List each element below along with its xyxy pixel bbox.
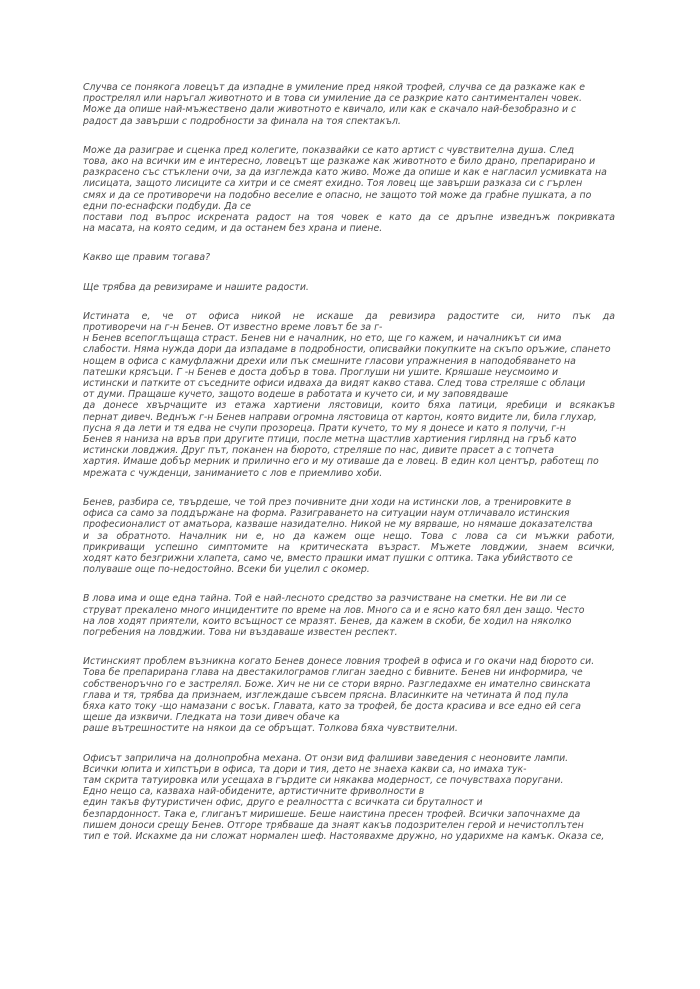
- text-line: Едно нещо са, казваха най-обидените, артистичните фриволности в: [83, 786, 425, 798]
- text-line: В лова има и още една тайна. Той е най-лесното средство за разчистване на сметки. Не ви ли се: [83, 593, 567, 605]
- text-line: да донесе хвърчащите из етажа хартиени лястовици, които бяха патици, яребици и всякакъв: [83, 400, 615, 412]
- text-line: глава и тя, трябва да признаем, изглеждаше съвсем прясна. Власинките на четината й под пула: [83, 689, 569, 701]
- text-line: прострелял или наръгал животното и в това си умиление да се разкрие като сантиментален човек.: [83, 93, 583, 105]
- text-line: Истината е, че от офиса никой не искаше да ревизира радостите си, нито пък да: [83, 310, 615, 322]
- text-line: истински ловджия. Друг път, поканен на бюрото, стреляше по нас, дивите прасет а с топчета: [83, 445, 555, 457]
- text-line: офиса са само за поддържане на форма. Разиграването на ситуации наум отличавало истинския: [83, 508, 570, 520]
- text-line: Всички юпита и хипстъри в офиса, та дори и тия, дето не знаеха какви са, но имаха тук-: [83, 763, 527, 775]
- text-line: пернат дивеч. Веднъж г-н Бенев направи огромна лястовица от картон, която видите ли, била глухар,: [83, 411, 597, 423]
- paragraph: [83, 753, 615, 843]
- text-line: погребения на ловджии. Това ни въздаваше известен респект.: [83, 626, 398, 638]
- text-line: и за обратното. Началник ни е, но да кажем още нещо. Това с лова са си мъжки работи,: [83, 530, 615, 542]
- text-line: Може да разиграе и сценка пред колегите, показвайки се като артист с чувствителна душа. След: [83, 144, 575, 156]
- text-line: на лов ходят приятели, които всъщност се мразят. Бенев, да кажем в скоби, бе ходил на няколко: [83, 615, 572, 627]
- text-line: тип е той. Искахме да ни сложат нормален шеф. Настоявахме дружно, но ударихме на камък. Оказа се,: [83, 830, 605, 842]
- text-line: професионалист от аматьора, казваше назидателно. Никой не му вярваше, но нямаше доказателства: [83, 519, 593, 531]
- text-line: пишем доноси срещу Бенев. Отгоре трябваше да знаят какъв подозрителен герой и нечистоплътен: [83, 819, 584, 831]
- text-line: мрежата с чужденци, заниманието с лов е приемливо хоби.: [83, 467, 383, 479]
- text-line: Какво ще правим тогава?: [83, 252, 211, 264]
- text-line: безпардонност. Така е, глиганът миришеше. Беше наистина пресен трофей. Всички започнахме да: [83, 808, 581, 820]
- text-line: Случва се понякога ловецът да изпадне в умиление пред някой трофей, случва се да разкаже как е: [83, 82, 585, 93]
- text-line: раше вътрешностите на някои да се обръщат. Толкова бяха чувствителни.: [83, 723, 458, 735]
- paragraph: [83, 311, 615, 479]
- text-line: Бенев я наниза на връв при другите птици, после метна щастлив хартиения гирлянд на гръб като: [83, 434, 577, 446]
- text-line: на масата, на която седим, и да останем без храна и пиене.: [83, 223, 383, 235]
- text-line: щеше да изквичи. Гледката на този дивеч обаче ка: [83, 712, 340, 724]
- text-line: това, ако на всички им е интересно, ловецът ще разкаже как животното е било драно, препарирано и: [83, 156, 596, 168]
- text-line: един такъв футуристичен офис, друго е реалността с всичката си бруталност и: [83, 797, 483, 809]
- text-line: там скрита татуировка или усещаха в гърдите си някаква модерност, се почувстваха поругани.: [83, 774, 564, 786]
- text-line: патешки крясъци. Г -н Бенев е доста добър в това. Проглуши ни ушите. Кряшаше неусмоимо и: [83, 366, 559, 378]
- text-line: Може да опише най-мъжествено дали животното е квичало, или как е скачало най-безобразно и с: [83, 104, 577, 116]
- text-line: Офисът заприлича на долнопробна механа. От онзи вид фалшиви заведения с неоновите лампи.: [83, 752, 569, 764]
- paragraph: [83, 252, 615, 263]
- text-line: прикриващи успешно симптомите на критическата възраст. Мъжете ловджии, знаем всички,: [83, 541, 615, 553]
- text-line: Бенев, разбира се, твърдеше, че той през почивните дни ходи на истински лов, а тренировките в: [83, 496, 572, 508]
- text-line: пусна я да лети и тя едва не счупи прозореца. Прати кучето, то му я донесе и като я получи, г-н: [83, 422, 566, 434]
- text-line: хартия. Имаше добър мерник и прилично его и му отиваше да е ловец. В един кол център, работещ по: [83, 456, 599, 468]
- text-line: радост да завърши с подробности за финала на тоя спектакъл.: [83, 115, 401, 127]
- text-line: струват прекалено много инцидентите по време на лов. Много са и е ясно като бял ден защо. Често: [83, 604, 585, 616]
- text-line: ходят като безгрижни хлапета, само че, вместо прашки имат пушки с оптика. Така убийството се: [83, 552, 573, 564]
- text-line: лисицата, защото лисиците са хитри и се смеят ехидно. Тоя ловец ще завърши разказа си с гърлен: [83, 178, 583, 190]
- text-line: бяха като току -що намазани с восък. Главата, като за трофей, бе доста красива и все едно ей сега: [83, 700, 581, 712]
- text-line: постави под въпрос искрената радост на тоя човек е като да се дръпне изведнъж покривката: [83, 212, 615, 224]
- paragraph: [83, 656, 615, 734]
- paragraph: [83, 593, 615, 638]
- text-line: нощем в офиса с камуфлажни дрехи или пък смешните гласови упражнения в наподобяването на: [83, 355, 576, 367]
- text-line: едни по-еснафски подбуди. Да се: [83, 200, 252, 212]
- text-line: противоречи на г-н Бенев. От известно време ловът бе за г-: [83, 322, 383, 334]
- paragraph: [83, 282, 615, 293]
- text-line: Истинският проблем възникна когато Бенев донесе ловния трофей в офиса и го окачи над бюрото си.: [83, 656, 595, 668]
- text-line: н Бенев всепоглъщаща страст. Бенев ни е началник, но ето, ще го кажем, и началникът си има: [83, 333, 562, 345]
- text-line: смях и да се противоречи на подобно веселие е опасно, не защото той може да грабне пушката, а по: [83, 189, 592, 201]
- text-line: разкрасено със стъклени очи, за да изглежда като живо. Може да опише и как е нагласил усмивката на: [83, 167, 607, 179]
- text-line: Ще трябва да ревизираме и нашите радости.: [83, 281, 309, 293]
- document-page: [83, 82, 615, 860]
- text-line: Това бе препарирана глава на двестакилограмов глиган заедно с бивните. Бенев ни информира, че: [83, 667, 583, 679]
- text-line: собственоръчно го е застрелял. Боже. Хич не ни се стори вярно. Разгледахме ен имателно свинската: [83, 678, 591, 690]
- text-line: слабости. Няма нужда дори да изпадаме в подробности, описвайки покупките на скъпо оръжие, спането: [83, 344, 611, 356]
- paragraph: [83, 497, 615, 575]
- paragraph: [83, 82, 615, 127]
- text-line: от думи. Пращаше кучето, защото водеше в работата и кучето си, и му заповядваше: [83, 389, 509, 401]
- text-line: истински и патките от съседните офиси идваха да видят какво става. След това стреляше с облаци: [83, 378, 586, 390]
- paragraph: [83, 145, 615, 235]
- text-line: полуваше още по-недостойно. Всеки би уцелил с окомер.: [83, 564, 370, 576]
